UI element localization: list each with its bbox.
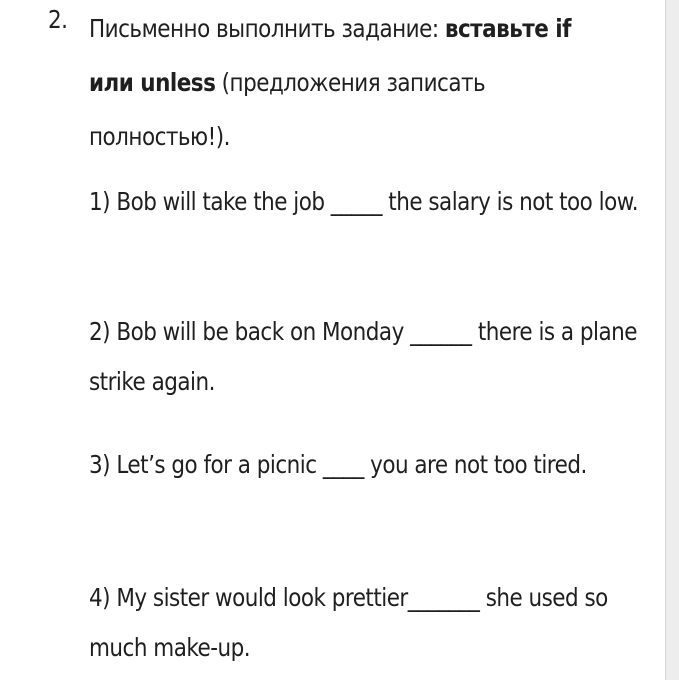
task-number: 2.	[48, 5, 68, 34]
instruction-prefix: Письменно выполнить задание:	[89, 14, 445, 43]
sentence-1: 1) Bob will take the job _____ the salary is not too low.	[89, 187, 639, 216]
task-instruction	[89, 2, 620, 164]
sentence-3: 3) Let’s go for a picnic ____ you are not too tired.	[89, 450, 587, 479]
instruction-bold: вставьте if или unless	[89, 14, 571, 97]
scrollbar-track[interactable]	[665, 0, 679, 680]
sentence-2: 2) Bob will be back on Monday ______ there is a plane strike again.	[89, 317, 644, 396]
sentence-4: 4) My sister would look prettier_______ she used so much make-up.	[89, 583, 615, 662]
instruction-suffix: (предложения записать полностью!).	[89, 68, 486, 151]
